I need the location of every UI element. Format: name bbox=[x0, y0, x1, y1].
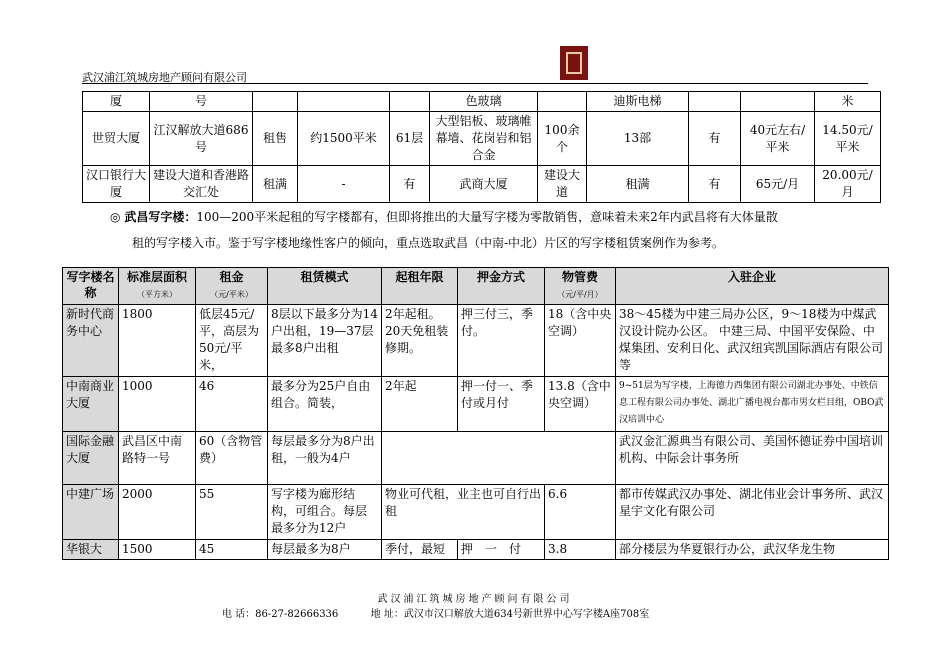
table-cell: 13部 bbox=[587, 112, 689, 166]
table-cell: 18（含中央空调） bbox=[545, 305, 616, 377]
table-row bbox=[63, 305, 889, 377]
table-cell: 押一付一、季付或月付 bbox=[458, 377, 545, 432]
table-cell: 世贸大厦 bbox=[83, 112, 150, 166]
table-cell: 3.8 bbox=[545, 540, 616, 560]
building-name: 国际金融大厦 bbox=[63, 432, 119, 485]
table-cell: 租售 bbox=[253, 112, 298, 166]
header-company-name: 武汉浦江筑城房地产顾问有限公司 bbox=[82, 71, 247, 84]
table-row bbox=[83, 166, 881, 203]
table-cell: 14.50元/平米 bbox=[815, 112, 881, 166]
header-rent bbox=[196, 268, 268, 305]
table-cell: 米 bbox=[815, 92, 881, 112]
table-cell bbox=[253, 92, 298, 112]
table-cell: 61层 bbox=[390, 112, 430, 166]
table-cell: 建设大道 bbox=[538, 166, 587, 203]
table-row bbox=[83, 112, 881, 166]
table-cell bbox=[538, 92, 587, 112]
table-cell: 38～45楼为中建三局办公区，9～18楼为中煤武汉设计院办公区。 中建三局、中国平安保险、中煤集团、安利日化、武汉纽宾凯国际酒店有限公司等 bbox=[616, 305, 889, 377]
table-cell: 有 bbox=[689, 112, 741, 166]
table-cell: 100余个 bbox=[538, 112, 587, 166]
table-cell: 45 bbox=[196, 540, 268, 560]
table-cell: 江汉解放大道686号 bbox=[150, 112, 253, 166]
table-cell bbox=[390, 92, 430, 112]
footer-phone: 电 话：86-27-82666336 bbox=[222, 609, 339, 620]
table-cell: 武商大厦 bbox=[430, 166, 538, 203]
table-cell: 汉口银行大厦 bbox=[83, 166, 150, 203]
company-logo-icon bbox=[560, 46, 588, 80]
header-deposit: 押金方式 bbox=[458, 268, 545, 305]
table-cell: 租满 bbox=[587, 166, 689, 203]
table-row bbox=[63, 485, 889, 540]
table-cell: 季付，最短 bbox=[382, 540, 458, 560]
table-cell: 色玻璃 bbox=[430, 92, 538, 112]
building-name: 华银大 bbox=[63, 540, 119, 560]
table-cell: 1000 bbox=[119, 377, 196, 432]
table-cell: 46 bbox=[196, 377, 268, 432]
table-cell: 40元左右/平米 bbox=[741, 112, 815, 166]
table-cell bbox=[298, 92, 390, 112]
table-cell: 约1500平米 bbox=[298, 112, 390, 166]
header-name: 写字楼名称 bbox=[63, 268, 119, 305]
table-row bbox=[63, 432, 889, 485]
header-area-unit: （平方米） bbox=[137, 290, 177, 299]
header-fee bbox=[545, 268, 616, 305]
table-cell: 有 bbox=[689, 166, 741, 203]
bullet-icon: ◎ bbox=[110, 210, 121, 224]
table-cell: 65元/月 bbox=[741, 166, 815, 203]
header-fee-unit: （元/平/月） bbox=[557, 290, 603, 299]
table-cell: 厦 bbox=[83, 92, 150, 112]
header-term: 起租年限 bbox=[382, 268, 458, 305]
table-cell: 2000 bbox=[119, 485, 196, 540]
hankou-office-table bbox=[82, 91, 881, 203]
table-cell: 20.00元/月 bbox=[815, 166, 881, 203]
table-cell: 部分楼层为华夏银行办公，武汉华龙生物 bbox=[616, 540, 889, 560]
table-cell: 13.8（含中央空调） bbox=[545, 377, 616, 432]
table-cell bbox=[689, 92, 741, 112]
header-rule bbox=[82, 83, 868, 84]
table-cell: 号 bbox=[150, 92, 253, 112]
table-cell: 迪斯电梯 bbox=[587, 92, 689, 112]
table-cell: 2年起租。20天免租装修期。 bbox=[382, 305, 458, 377]
intro-text: 100—200平米起租的写字楼都有，但即将推出的大量写字楼为零散销售，意味着未来2年内武昌将有大体量散 bbox=[196, 210, 778, 224]
building-name: 中建广场 bbox=[63, 485, 119, 540]
table-cell: 55 bbox=[196, 485, 268, 540]
building-name: 新时代商务中心 bbox=[63, 305, 119, 377]
table-row bbox=[63, 377, 889, 432]
building-name: 中南商业大厦 bbox=[63, 377, 119, 432]
table-cell: 低层45元/平，高层为50元/平米， bbox=[196, 305, 268, 377]
table-cell bbox=[382, 432, 616, 485]
wuchang-intro-line1 bbox=[110, 204, 880, 230]
table-row bbox=[63, 540, 889, 560]
table-cell: 有 bbox=[390, 166, 430, 203]
table-cell: 物业可代租，业主也可自行出租 bbox=[382, 485, 545, 540]
table-cell: 最多分为25户自由组合。简装， bbox=[268, 377, 382, 432]
table-cell: - bbox=[298, 166, 390, 203]
header-area-label: 标准层面积 bbox=[126, 270, 187, 284]
table-cell: 每层最多为8户 bbox=[268, 540, 382, 560]
table-cell: 武昌区中南路特一号 bbox=[119, 432, 196, 485]
table-cell: 每层最多分为8户出租，一般为4户 bbox=[268, 432, 382, 485]
table-cell: 押三付三，季付。 bbox=[458, 305, 545, 377]
table-cell: 60（含物管费） bbox=[196, 432, 268, 485]
table-cell: 8层以下最多分为14户出租，19—37层最多8户出租 bbox=[268, 305, 382, 377]
header-tenants: 入驻企业 bbox=[616, 268, 889, 305]
table-header-row bbox=[63, 268, 889, 305]
table-row bbox=[83, 92, 881, 112]
wuchang-office-table bbox=[62, 267, 889, 560]
footer-contact bbox=[222, 605, 649, 620]
table-cell: 写字楼为廊形结构，可组合。每层最多分为12户 bbox=[268, 485, 382, 540]
table-cell: 1800 bbox=[119, 305, 196, 377]
table-cell: 武汉金汇源典当有限公司、美国怀德证券中国培训机构、中际会计事务所 bbox=[616, 432, 889, 485]
table-cell: 2年起 bbox=[382, 377, 458, 432]
header-rent-label: 租金 bbox=[219, 270, 244, 284]
table-cell: 押 一 付 bbox=[458, 540, 545, 560]
footer-company-name: 武汉浦江筑城房地产顾问有限公司 bbox=[377, 594, 573, 605]
table-cell: 都市传媒武汉办事处、湖北伟业会计事务所、武汉星宇文化有限公司 bbox=[616, 485, 889, 540]
table-cell: 9~51层为写字楼，上海德力西集团有限公司湖北办事处、中铁信息工程有限公司办事处、湖北广播电视台都市男女栏目组，OBO武汉培训中心 bbox=[616, 377, 889, 432]
table-cell bbox=[741, 92, 815, 112]
header-area bbox=[119, 268, 196, 305]
table-cell: 6.6 bbox=[545, 485, 616, 540]
header-rent-unit: （元/平米） bbox=[210, 290, 253, 299]
header-fee-label: 物管费 bbox=[561, 270, 598, 284]
section-title: 武昌写字楼： bbox=[124, 210, 197, 224]
footer-address: 地 址：武汉市汉口解放大道634号新世界中心写字楼A座708室 bbox=[370, 609, 650, 620]
table-cell: 建设大道和香港路交汇处 bbox=[150, 166, 253, 203]
header-mode: 租赁模式 bbox=[268, 268, 382, 305]
wuchang-intro-line2: 租的写字楼入市。鉴于写字楼地缘性客户的倾向，重点选取武昌（中南-中北）片区的写字楼租赁案例作为参考。 bbox=[132, 236, 725, 250]
table-cell: 租满 bbox=[253, 166, 298, 203]
table-cell: 1500 bbox=[119, 540, 196, 560]
table-cell: 大型铝板、玻璃帷幕墙、花岗岩和铝合金 bbox=[430, 112, 538, 166]
